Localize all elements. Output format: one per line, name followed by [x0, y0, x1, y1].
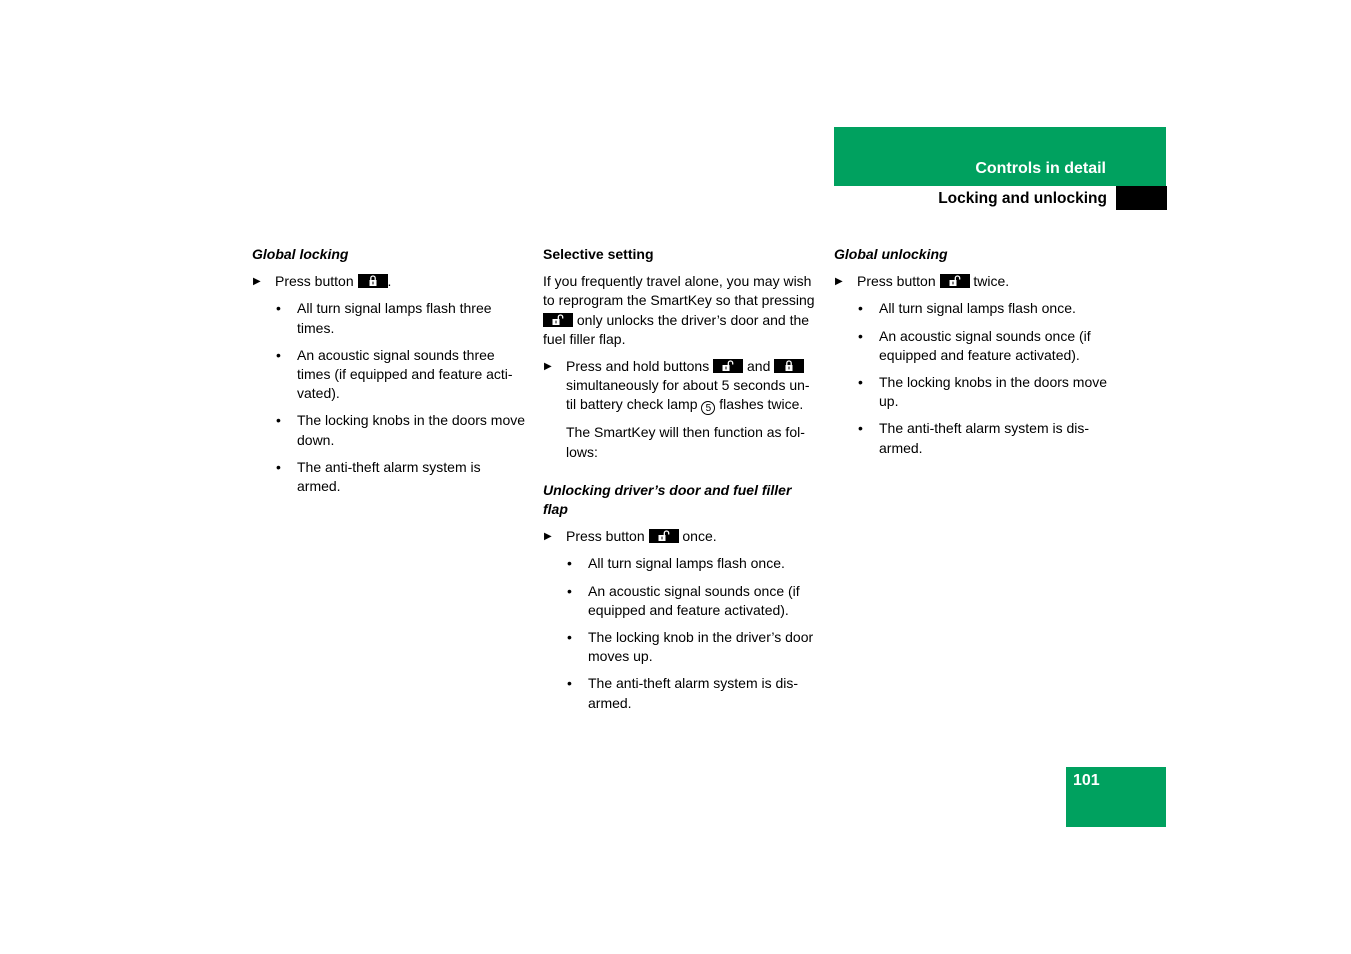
list-item — [834, 419, 1109, 457]
bullet-dot: • — [858, 420, 863, 437]
bullet-dot: • — [276, 412, 281, 429]
step-text: Press button — [857, 273, 936, 290]
unlock-button-icon — [713, 359, 743, 373]
step-text-end: flashes twice. — [719, 396, 804, 413]
bullet-text: An acoustic signal sounds once (if equipped and feature activated). — [879, 327, 1091, 363]
column-global-locking — [252, 244, 527, 496]
step-text-and: and — [747, 358, 771, 375]
intro-text-end: only unlocks the driver’s door and the fuel filler flap. — [543, 311, 810, 347]
lock-button-icon — [774, 359, 804, 373]
bullet-dot: • — [567, 629, 572, 646]
bullet-text: The anti-theft alarm system is dis-armed. — [879, 420, 1090, 456]
triangle-right-icon: ▶ — [544, 531, 552, 543]
list-item — [543, 554, 818, 573]
list-item — [834, 373, 1109, 411]
lock-button-icon — [358, 274, 388, 288]
column-selective-setting — [543, 244, 818, 713]
step-text-cont: simultaneously for about 5 seconds un-til battery check lamp — [566, 377, 810, 413]
battery-check-lamp-label: 5 — [701, 401, 715, 415]
page-number: 101 — [1073, 772, 1100, 789]
triangle-right-icon: ▶ — [835, 276, 843, 288]
heading-unlocking-driver-door: Unlocking driver’s door and fuel filler flap — [543, 481, 792, 518]
list-item — [252, 299, 527, 337]
unlock-button-icon — [649, 529, 679, 543]
step-press-lock — [252, 272, 527, 291]
unlock-button-icon — [940, 274, 970, 288]
section-tab-marker — [1116, 186, 1167, 210]
list-item — [543, 628, 818, 666]
heading-global-locking: Global locking — [252, 246, 349, 262]
intro-paragraph — [543, 272, 818, 349]
unlock-button-icon — [543, 313, 573, 327]
note-text: The SmartKey will then function as fol-lows: — [566, 424, 805, 460]
list-item — [252, 411, 527, 449]
bullet-dot: • — [858, 374, 863, 391]
heading-selective-setting: Selective setting — [543, 246, 654, 262]
list-item — [543, 674, 818, 712]
step-text-end: once. — [682, 528, 717, 545]
step-text-end: . — [387, 273, 392, 290]
bullet-text: The anti-theft alarm system is dis-armed. — [588, 675, 799, 711]
intro-text: If you frequently travel alone, you may wish to reprogram the SmartKey so that pressing — [543, 273, 815, 309]
list-item — [834, 299, 1109, 318]
step-press-hold — [543, 357, 818, 415]
subsection-title: Locking and unlocking — [938, 190, 1107, 207]
bullet-text: An acoustic signal sounds once (if equipped and feature activated). — [588, 582, 800, 618]
bullet-dot: • — [276, 300, 281, 317]
step-text-end: twice. — [973, 273, 1010, 290]
bullet-dot: • — [276, 458, 281, 475]
bullet-text: The locking knobs in the doors move down. — [297, 412, 526, 448]
step-text: Press and hold buttons — [566, 358, 710, 375]
bullet-dot: • — [276, 346, 281, 363]
column-global-unlocking — [834, 244, 1109, 458]
triangle-right-icon: ▶ — [253, 276, 261, 288]
bullet-text: The locking knob in the driver’s door moves up. — [588, 629, 814, 665]
step-text: Press button — [275, 273, 354, 290]
list-item — [543, 582, 818, 620]
bullet-dot: • — [567, 582, 572, 599]
step-press-unlock-once — [543, 527, 818, 546]
step-text: Press button — [566, 528, 645, 545]
heading-global-unlocking: Global unlocking — [834, 246, 948, 262]
bullet-dot: • — [858, 300, 863, 317]
page-number-box — [1066, 767, 1166, 827]
triangle-right-icon: ▶ — [544, 361, 552, 373]
bullet-text: The anti-theft alarm system is armed. — [297, 458, 481, 495]
bullet-text: The locking knobs in the doors move up. — [879, 374, 1108, 410]
bullet-dot: • — [567, 675, 572, 692]
bullet-text: All turn signal lamps flash once. — [588, 555, 785, 572]
bullet-text: An acoustic signal sounds three times (if equipped and feature acti-vated). — [297, 346, 513, 402]
bullet-text: All turn signal lamps flash once. — [879, 300, 1076, 317]
list-item — [834, 327, 1109, 365]
bullet-dot: • — [858, 327, 863, 344]
step-press-unlock-twice — [834, 272, 1109, 291]
header-band — [834, 127, 1166, 186]
bullet-text: All turn signal lamps flash three times. — [297, 300, 492, 336]
list-item — [252, 458, 527, 496]
bullet-dot: • — [567, 555, 572, 572]
section-title: Controls in detail — [975, 160, 1106, 177]
list-item — [252, 346, 527, 404]
